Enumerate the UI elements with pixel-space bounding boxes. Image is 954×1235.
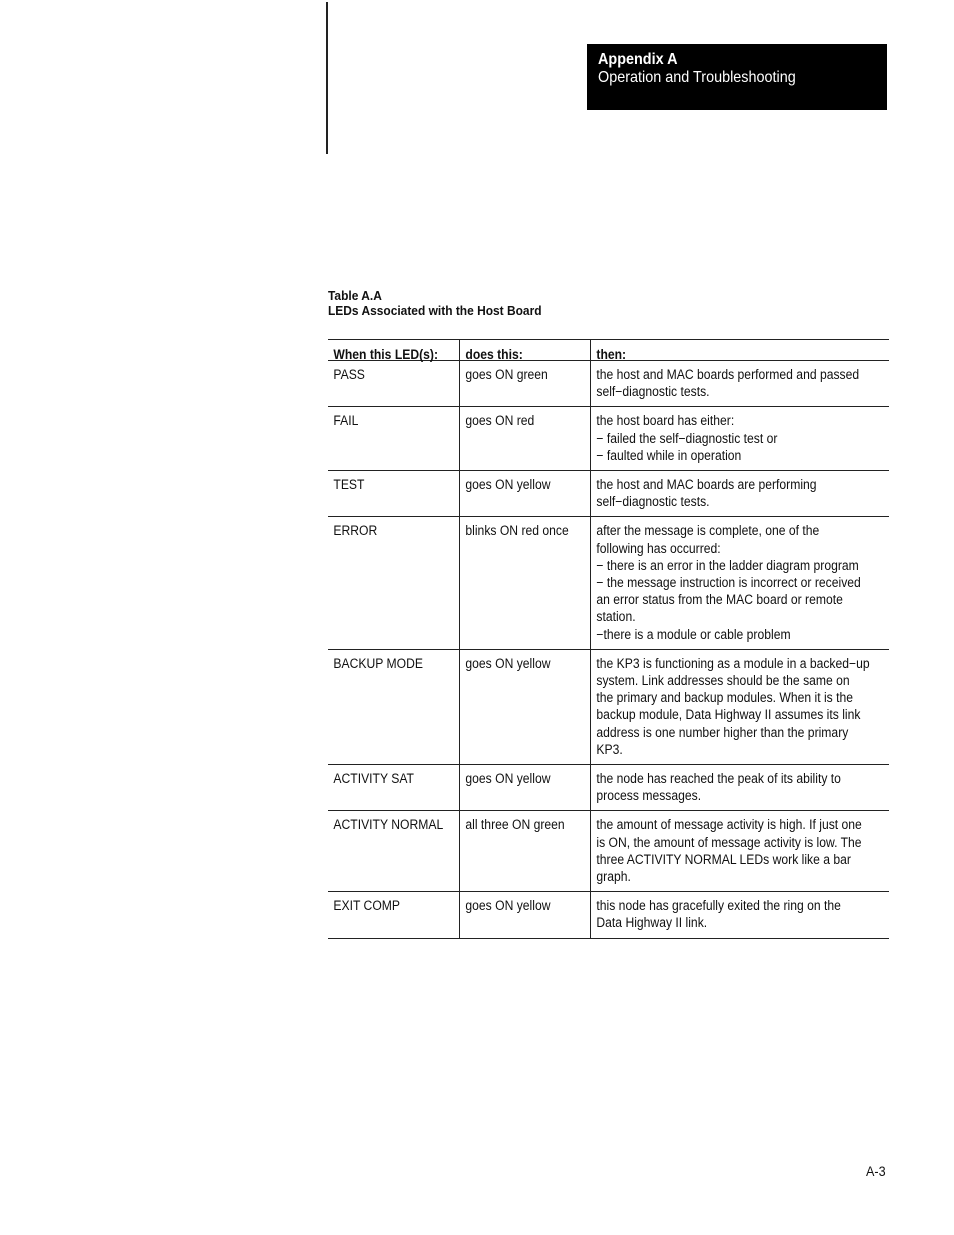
table-row [328, 649, 889, 764]
table-header-row [328, 340, 889, 361]
led-name-cell: PASS [328, 361, 459, 407]
page-number: A-3 [866, 1163, 886, 1179]
table-title: LEDs Associated with the Host Board [328, 303, 542, 318]
table-number: Table A.A [328, 288, 382, 303]
led-name-cell: EXIT COMP [328, 892, 459, 938]
column-header: then: [590, 340, 889, 361]
table-row [328, 361, 889, 407]
led-name-cell: BACKUP MODE [328, 649, 459, 764]
meaning-cell: this node has gracefully exited the ring on the Data Highway II link. [590, 892, 889, 938]
led-name-cell: FAIL [328, 407, 459, 471]
led-name-cell: ERROR [328, 517, 459, 649]
led-name-cell: ACTIVITY NORMAL [328, 811, 459, 892]
table-row [328, 892, 889, 938]
meaning-cell: the host and MAC boards are performing self−diagnostic tests. [590, 471, 889, 517]
section-title: Operation and Troubleshooting [598, 69, 796, 86]
appendix-label: Appendix A [598, 51, 678, 68]
table-row [328, 471, 889, 517]
led-state-cell: all three ON green [459, 811, 590, 892]
led-state-cell: goes ON red [459, 407, 590, 471]
table-row [328, 765, 889, 811]
led-state-cell: goes ON yellow [459, 765, 590, 811]
led-state-cell: goes ON yellow [459, 892, 590, 938]
table-row [328, 517, 889, 649]
running-header [587, 44, 887, 110]
led-name-cell: TEST [328, 471, 459, 517]
led-state-cell: goes ON yellow [459, 471, 590, 517]
led-name-cell: ACTIVITY SAT [328, 765, 459, 811]
led-table [328, 339, 889, 939]
column-header: When this LED(s): [328, 340, 459, 361]
column-header: does this: [459, 340, 590, 361]
meaning-cell: the host board has either: − failed the self−diagnostic test or − faulted while in operation [590, 407, 889, 471]
table-row [328, 407, 889, 471]
led-state-cell: goes ON green [459, 361, 590, 407]
led-state-cell: blinks ON red once [459, 517, 590, 649]
meaning-cell: the amount of message activity is high. If just one is ON, the amount of message activity is low. The three ACTIVITY NORMAL LEDs work like a bar graph. [590, 811, 889, 892]
margin-rule [326, 2, 328, 154]
meaning-cell: the KP3 is functioning as a module in a backed−up system. Link addresses should be the same on the primary and backup modules. When it is the backup module, Data Highway II assumes its link address is one number higher than the primary KP3. [590, 649, 889, 764]
table-row [328, 811, 889, 892]
meaning-cell: the host and MAC boards performed and passed self−diagnostic tests. [590, 361, 889, 407]
table-caption [328, 288, 542, 318]
meaning-cell: after the message is complete, one of the following has occurred: − there is an error in the ladder diagram program − the message instruction is incorrect or received an error status from the MAC board or remote station. −there is a module or cable problem [590, 517, 889, 649]
led-state-cell: goes ON yellow [459, 649, 590, 764]
meaning-cell: the node has reached the peak of its ability to process messages. [590, 765, 889, 811]
